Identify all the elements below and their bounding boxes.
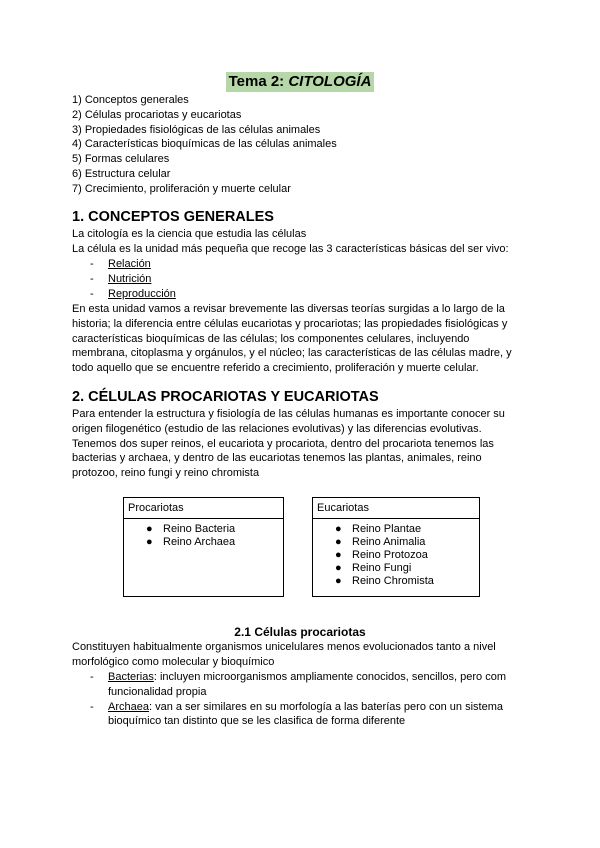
section2-paragraph: [72, 407, 532, 481]
list-item: [90, 287, 176, 302]
section1-heading: 1. CONCEPTOS GENERALES: [72, 209, 274, 225]
section2-heading: 2. CÉLULAS PROCARIOTAS Y EUCARIOTAS: [72, 389, 379, 405]
term-bacterias: Bacterias: [108, 671, 154, 683]
bullet-icon: ●: [335, 562, 342, 574]
paragraph-line: En esta unidad vamos a revisar brevemente las diversas teorías surgidas a lo largo de la: [72, 303, 505, 315]
reino-archaea: Reino Archaea: [163, 536, 236, 548]
section1-intro: [72, 227, 532, 257]
bullet-icon: ●: [335, 575, 342, 587]
dash-marker: -: [90, 287, 94, 300]
bullet-icon: ●: [335, 523, 342, 535]
bullet-icon: ●: [335, 549, 342, 561]
procariotas-list: [124, 519, 283, 549]
reino-animalia: Reino Animalia: [352, 536, 426, 548]
list-item-continuation: [90, 685, 506, 700]
list-item-continuation: [90, 714, 506, 729]
procariotas-box-header: Procariotas: [124, 498, 283, 519]
procariotas-box: [123, 497, 284, 597]
toc-item: 1) Conceptos generales: [72, 94, 189, 106]
list-item: [335, 536, 479, 549]
section1-line1: La citología es la ciencia que estudia las células: [72, 228, 307, 240]
reino-chromista: Reino Chromista: [352, 575, 434, 587]
dash-marker: -: [90, 272, 94, 285]
reino-fungi: Reino Fungi: [352, 562, 412, 574]
eucariotas-box-header: Eucariotas: [313, 498, 479, 519]
toc-item: 7) Crecimiento, proliferación y muerte celular: [72, 182, 291, 195]
list-item: [335, 549, 479, 562]
paragraph-line: origen filogenético (estudio de las relaciones evolutivas) y las diferencias evolutivas.: [72, 422, 482, 435]
list-item: [90, 670, 506, 685]
section21-heading: 2.1 Células procariotas: [234, 625, 366, 639]
section1-line2: La célula es la unidad más pequeña que recoge las 3 características básicas del ser vivo:: [72, 242, 509, 255]
list-item: [335, 562, 479, 575]
title-prefix: Tema 2:: [228, 73, 289, 90]
paragraph-line: todo aquello que se encuentre referido a crecimiento, proliferación y muerte celular.: [72, 362, 479, 375]
paragraph-line: morfológico como molecular y bioquímico: [72, 655, 275, 668]
paragraph-line: historia; la diferencia entre células eucariotas y procariotas; las propiedades fisiológicas y: [72, 317, 508, 330]
eucariotas-list: [313, 519, 479, 588]
section1-paragraph: [72, 302, 532, 376]
dash-marker: -: [90, 700, 94, 713]
list-item: [90, 700, 506, 715]
list-item: [90, 257, 176, 272]
toc-item: 5) Formas celulares: [72, 153, 170, 166]
paragraph-line: membrana, citoplasma y orgánulos, y el núcleo; las características de las células madre, y: [72, 347, 512, 360]
list-item: [335, 575, 479, 588]
reino-bacteria: Reino Bacteria: [163, 523, 236, 535]
eucariotas-box: [312, 497, 480, 597]
reino-plantae: Reino Plantae: [352, 523, 422, 535]
title-emphasis: CITOLOGÍA: [288, 73, 372, 90]
bacterias-desc-cont: funcionalidad propia: [108, 685, 207, 698]
toc-item: 6) Estructura celular: [72, 167, 171, 180]
paragraph-line: protozoo, reino fungi y reino chromista: [72, 467, 260, 480]
toc-item: 3) Propiedades fisiológicas de las células animales: [72, 123, 321, 136]
dash-marker: -: [90, 671, 94, 683]
reino-protozoa: Reino Protozoa: [352, 549, 428, 561]
dash-marker: -: [90, 258, 94, 270]
toc-item: 2) Células procariotas y eucariotas: [72, 108, 242, 121]
paragraph-line: Tenemos dos super reinos, el eucariota y procariota, dentro del procariota tenemos las: [72, 437, 494, 450]
list-item: [146, 536, 283, 549]
page-title: [226, 72, 375, 92]
list-item: [335, 523, 479, 536]
characteristic-reproduccion: Reproducción: [108, 287, 176, 300]
bacterias-desc: : incluyen microorganismos ampliamente conocidos, sencillos, pero com: [153, 671, 507, 683]
paragraph-line: bacterias y archaea, y dentro de las eucariotas tenemos las plantas, animales, reino: [72, 452, 482, 465]
paragraph-line: Para entender la estructura y fisiología de las células humanas es importante conocer su: [72, 408, 505, 420]
list-item: [90, 272, 176, 287]
term-archaea: Archaea: [108, 700, 149, 713]
characteristic-nutricion: Nutrición: [108, 272, 152, 285]
procariotas-types-list: [90, 670, 506, 729]
section21-intro: [72, 640, 532, 670]
toc-item: 4) Características bioquímicas de las células animales: [72, 138, 337, 151]
bullet-icon: ●: [146, 536, 153, 548]
table-of-contents: [72, 93, 337, 197]
characteristics-list: [90, 257, 176, 301]
list-item: [146, 523, 283, 536]
paragraph-line: Constituyen habitualmente organismos unicelulares menos evolucionados tanto a nivel: [72, 641, 496, 653]
characteristic-relacion: Relación: [108, 258, 151, 270]
archaea-desc: : van a ser similares en su morfología a las baterías pero con un sistema: [148, 700, 503, 713]
bullet-icon: ●: [146, 523, 153, 535]
archaea-desc-cont: bioquímico tan distinto que se les clasifica de forma diferente: [108, 715, 406, 728]
paragraph-line: características bioquímicas de las células; los componentes celulares, incluyendo: [72, 332, 470, 345]
bullet-icon: ●: [335, 536, 342, 548]
title-wrapper: [0, 72, 600, 92]
